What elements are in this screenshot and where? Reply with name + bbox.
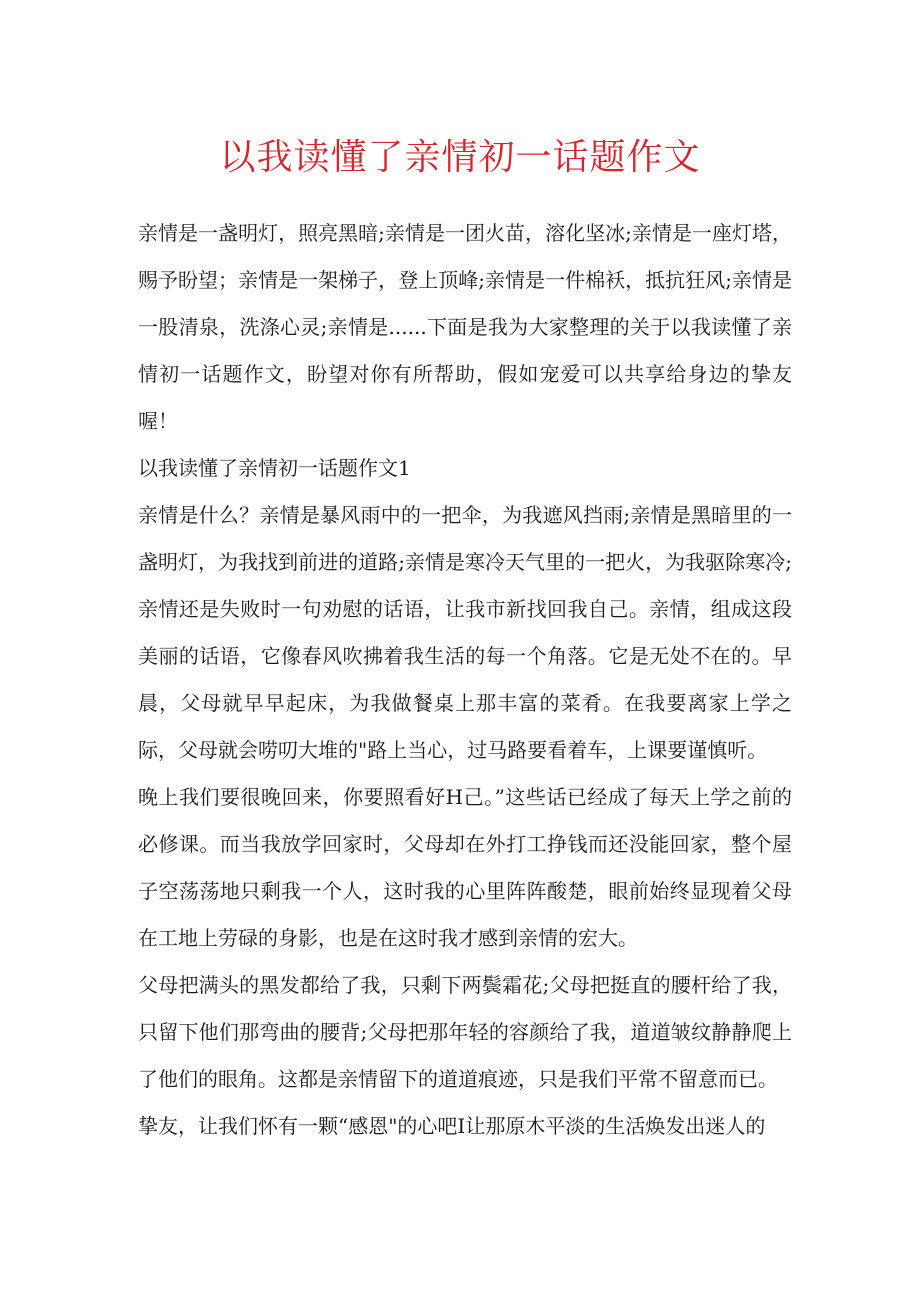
body-paragraph: 父母把满头的黑发都给了我，只剩下两鬓霜花;父母把挺直的腰杆给了我，只留下他们那弯曲的腰背;父母把那年轻的容颜给了我，道道皱纹静静爬上了他们的眼角。这都是亲情留下的道道痕迹，只是我们平常不留意而已。: [138, 973, 792, 1091]
essay-subheading: 以我读懂了亲情初一话题作文1: [138, 456, 411, 480]
body-paragraph: 亲情是什么？亲情是暴风雨中的一把伞，为我遮风挡雨;亲情是黑暗里的一盏明灯，为我找到前进的道路;亲情是寒冷天气里的一把火，为我驱除寒冷;亲情还是失败时一句劝慰的话语，让我市新找回我自己。亲情，组成这段美丽的话语，它像春风吹拂着我生活的每一个角落。它是无处不在的。早晨，父母就早早起床，为我做餐桌上那丰富的菜肴。在我要离家上学之际，父母就会唠叨大堆的"路上当心，过马路要看着车，上课要谨慎听。: [138, 503, 792, 762]
body-paragraph: 挚友，让我们怀有一颗“感恩"的心吧I让那原木平淡的生活焕发出迷人的: [138, 1114, 766, 1138]
document-body: [138, 210, 792, 1150]
body-paragraph: 晚上我们要很晚回来，你要照看好H己。”这些话已经成了每天上学之前的必修课。而当我放学回家时，父母却在外打工挣钱而还没能回家，整个屋子空荡荡地只剩我一个人，这时我的心里阵阵酸楚，眼前始终显现着父母在工地上劳碌的身影，也是在这时我才感到亲情的宏大。: [138, 785, 792, 950]
intro-paragraph: 亲情是一盏明灯，照亮黑暗;亲情是一团火苗，溶化坚冰;亲情是一座灯塔，赐予盼望；亲情是一架梯子，登上顶峰;亲情是一件棉袄，抵抗狂风;亲情是一股清泉，洗涤心灵;亲情是......下面是我为大家整理的关于以我读懂了亲情初一话题作文，盼望对你有所帮助，假如宠爱可以共享给身边的挚友喔！: [138, 221, 792, 433]
document-title: 以我读懂了亲情初一话题作文: [219, 137, 701, 178]
